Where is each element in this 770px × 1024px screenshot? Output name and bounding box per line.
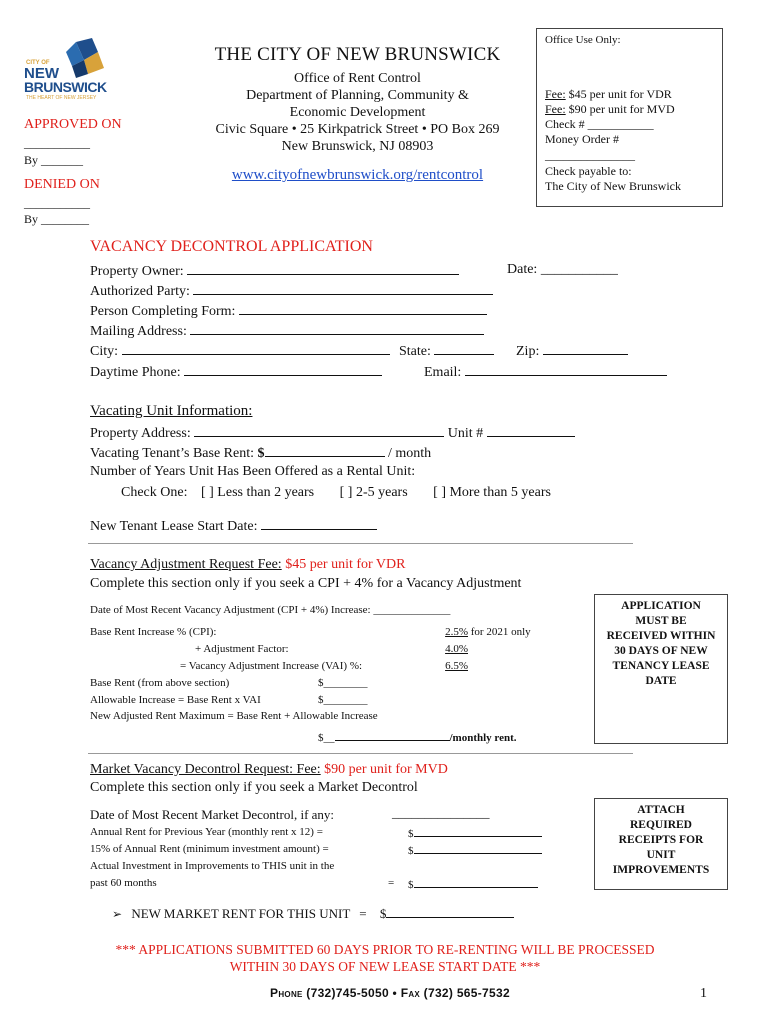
years-offered: Number of Years Unit Has Been Offered as a Rental Unit: <box>90 464 416 479</box>
new-market-rent-input[interactable] <box>386 907 514 918</box>
attach-receipts-notice <box>594 798 728 890</box>
email-label: Email: <box>424 365 462 380</box>
attach-line: RECEIPTS FOR <box>618 834 704 846</box>
actual-investment-input[interactable] <box>414 877 538 888</box>
header-line-office: Office of Rent Control <box>294 71 421 86</box>
unit-input[interactable] <box>487 424 575 437</box>
state-label: State: <box>399 344 431 359</box>
attach-line: IMPROVEMENTS <box>612 864 710 876</box>
actual-investment-dollar: $ <box>408 879 414 891</box>
check-payable: Check payable to: <box>545 164 632 178</box>
actual-investment-line1: Actual Investment in Improvements to THIS unit in the <box>90 860 335 872</box>
allowable-increase-blank[interactable]: $________ <box>318 694 368 706</box>
logo-new: NEW <box>24 65 59 82</box>
actual-investment-eq: = <box>388 877 395 889</box>
zip-row <box>516 342 628 360</box>
attach-line: REQUIRED <box>630 819 692 831</box>
rent-control-url[interactable]: www.cityofnewbrunswick.org/rentcontrol <box>231 167 484 183</box>
check-number[interactable]: Check # ___________ <box>545 117 654 131</box>
pct15-label: 15% of Annual Rent (minimum investment amount) = <box>90 843 329 855</box>
application-deadline-notice <box>594 594 728 744</box>
new-market-rent-row <box>112 906 514 922</box>
city-input[interactable] <box>122 342 390 355</box>
approved-blank[interactable]: ___________ <box>24 136 90 150</box>
attach-line: ATTACH <box>637 804 685 816</box>
processing-notice-line1: *** APPLICATIONS SUBMITTED 60 DAYS PRIOR TO RE-RENTING WILL BE PROCESSED <box>115 942 655 957</box>
fee-mvd <box>545 102 675 117</box>
adjustment-factor-value: 4.0% <box>445 643 468 655</box>
fee-mvd-value: $90 per unit for MVD <box>565 102 675 116</box>
zip-label: Zip: <box>516 344 540 359</box>
email-row <box>424 363 667 381</box>
office-use-box <box>536 28 723 207</box>
base-increase-value-row <box>408 626 531 638</box>
notice-line: MUST BE <box>635 615 687 627</box>
annual-rent-label: Annual Rent for Previous Year (monthly rent x 12) = <box>90 826 323 838</box>
header-line-address: Civic Square • 25 Kirkpatrick Street • PO Box 269 <box>215 122 500 137</box>
monthly-rent-row <box>318 730 517 744</box>
new-market-rent-dollar: $ <box>379 906 387 921</box>
zip-input[interactable] <box>543 342 628 355</box>
market-decontrol-title <box>90 762 448 778</box>
attach-line: UNIT <box>646 849 676 861</box>
actual-investment-line2: past 60 months <box>90 877 157 889</box>
vacancy-adjustment-subtitle: Complete this section only if you seek a CPI + 4% for a Vacancy Adjustment <box>90 576 522 591</box>
monthly-rent-prefix: $__ <box>318 732 335 744</box>
state-input[interactable] <box>434 342 494 355</box>
new-tenant-row <box>90 517 377 535</box>
base-increase-value: 2.5% <box>445 626 468 638</box>
vacancy-adjustment-title <box>90 557 405 573</box>
page-title: THE CITY OF NEW BRUNSWICK <box>214 44 501 65</box>
office-use-title: Office Use Only: <box>545 34 621 46</box>
allowable-increase: Allowable Increase = Base Rent x VAI <box>90 694 261 706</box>
person-completing-input[interactable] <box>239 302 487 315</box>
header-line-department: Department of Planning, Community & <box>246 88 469 103</box>
logo-tagline: THE HEART OF NEW JERSEY <box>26 95 97 101</box>
market-date-recent: Date of Most Recent Market Decontrol, if any: <box>90 807 335 822</box>
market-decontrol-label: Market Vacancy Decontrol Request: Fee: <box>90 762 321 777</box>
email-input[interactable] <box>465 363 667 376</box>
option-less-2[interactable]: [ ] Less than 2 years <box>200 485 315 500</box>
vacancy-adjustment-fee: $45 per unit for VDR <box>281 557 406 572</box>
market-decontrol-subtitle: Complete this section only if you seek a Market Decontrol <box>90 780 418 795</box>
money-order: Money Order # <box>545 132 619 146</box>
person-completing-row <box>90 302 487 320</box>
header-line-city: New Brunswick, NJ 08903 <box>281 139 434 154</box>
mailing-address-input[interactable] <box>190 322 484 335</box>
denied-blank[interactable]: ___________ <box>24 196 90 210</box>
date-recent-adjustment[interactable]: Date of Most Recent Vacancy Adjustment (CPI + 4%) Increase: ______________ <box>90 604 451 616</box>
approved-by[interactable]: By _______ <box>24 153 84 167</box>
person-completing-label: Person Completing Form: <box>90 304 236 319</box>
logo-brunswick: BRUNSWICK <box>24 79 107 95</box>
authorized-party-row <box>90 282 493 300</box>
arrow-bullet-icon: ➢ <box>112 907 123 921</box>
property-owner-input[interactable] <box>187 262 459 275</box>
payee: The City of New Brunswick <box>545 179 681 193</box>
notice-line: RECEIVED WITHIN <box>606 630 716 642</box>
fee-vdr <box>545 87 672 102</box>
base-rent-above: Base Rent (from above section) <box>90 677 230 689</box>
processing-notice <box>60 941 710 975</box>
annual-rent-input[interactable] <box>414 826 542 837</box>
section-divider <box>88 753 633 754</box>
vai-value: 6.5% <box>445 660 468 672</box>
actual-investment-field <box>408 877 538 891</box>
market-date-blank[interactable]: _______________ <box>392 805 490 820</box>
monthly-rent-input[interactable] <box>335 730 450 741</box>
logo-emblem-icon <box>62 38 106 78</box>
header-line-econ: Economic Development <box>289 105 426 120</box>
pct15-dollar: $ <box>408 845 414 857</box>
base-rent-input[interactable] <box>265 444 385 457</box>
pct15-field <box>408 843 542 857</box>
notice-line: 30 DAYS OF NEW <box>614 645 708 657</box>
page-number: 1 <box>700 986 707 1001</box>
mailing-address-row <box>90 322 484 340</box>
money-order-blank[interactable]: _______________ <box>545 148 635 162</box>
market-decontrol-fee: $90 per unit for MVD <box>320 762 448 777</box>
denied-by[interactable]: By ________ <box>24 212 90 226</box>
property-address-row <box>90 424 575 442</box>
daytime-phone-row <box>90 363 382 381</box>
denied-label: DENIED ON <box>24 177 100 192</box>
base-increase-label: Base Rent Increase % (CPI): <box>90 626 217 638</box>
property-address-label: Property Address: <box>90 426 191 441</box>
logo-city-of: CITY OF <box>26 60 50 66</box>
section-divider <box>88 543 633 544</box>
base-increase-note: for 2021 only <box>468 626 531 638</box>
monthly-rent-suffix: /monthly rent. <box>449 732 517 744</box>
city-label: City: <box>90 344 119 359</box>
processing-notice-line2: WITHIN 30 DAYS OF NEW LEASE START DATE *** <box>229 959 541 974</box>
annual-rent-dollar: $ <box>408 828 414 840</box>
daytime-phone-input[interactable] <box>184 363 382 376</box>
fee-mvd-label: Fee: <box>545 102 566 116</box>
fee-vdr-value: $45 per unit for VDR <box>565 87 672 101</box>
vacating-title: Vacating Unit Information: <box>90 403 253 419</box>
check-one-row <box>121 485 551 501</box>
notice-line: TENANCY LEASE <box>612 660 710 672</box>
vacancy-adjustment-label: Vacancy Adjustment Request Fee: <box>90 557 282 572</box>
property-address-input[interactable] <box>194 424 444 437</box>
application-title: VACANCY DECONTROL APPLICATION <box>90 238 373 255</box>
new-market-rent-label: NEW MARKET RENT FOR THIS UNIT <box>131 906 351 921</box>
new-tenant-input[interactable] <box>261 517 377 530</box>
fee-vdr-label: Fee: <box>545 87 566 101</box>
base-rent-row <box>90 444 431 462</box>
adjustment-factor-label: + Adjustment Factor: <box>195 643 289 655</box>
notice-line: DATE <box>645 675 677 687</box>
notice-line: APPLICATION <box>621 600 701 612</box>
pct15-input[interactable] <box>414 843 542 854</box>
base-rent-above-blank[interactable]: $________ <box>318 677 368 689</box>
vai-label: = Vacancy Adjustment Increase (VAI) %: <box>180 660 363 672</box>
city-row <box>90 342 390 360</box>
header-block <box>185 44 530 184</box>
base-rent-label: Vacating Tenant’s Base Rent: <box>90 446 255 461</box>
state-row <box>399 342 494 360</box>
option-more-5[interactable]: [ ] More than 5 years <box>433 485 551 500</box>
property-owner-row <box>90 262 459 280</box>
mailing-address-label: Mailing Address: <box>90 324 187 339</box>
option-2-5[interactable]: [ ] 2-5 years <box>339 485 408 500</box>
authorized-party-label: Authorized Party: <box>90 284 190 299</box>
authorized-party-input[interactable] <box>193 282 493 295</box>
approved-label: APPROVED ON <box>24 117 122 132</box>
base-rent-dollar: $ <box>257 446 265 461</box>
new-adjusted-rent: New Adjusted Rent Maximum = Base Rent + Allowable Increase <box>90 710 378 722</box>
per-month: / month <box>388 446 432 461</box>
daytime-phone-label: Daytime Phone: <box>90 365 181 380</box>
annual-rent-field <box>408 826 542 840</box>
contact-phone-fax: Phone (732)745-5050 • Fax (732) 565-7532 <box>270 986 510 1000</box>
check-one-label: Check One: <box>121 485 188 500</box>
property-owner-label: Property Owner: <box>90 264 184 279</box>
new-market-rent-eq: = <box>359 906 367 921</box>
new-tenant-label: New Tenant Lease Start Date: <box>90 519 258 534</box>
unit-label: Unit # <box>447 426 484 441</box>
date-field[interactable]: Date: ___________ <box>507 262 618 277</box>
city-logo <box>24 38 124 100</box>
